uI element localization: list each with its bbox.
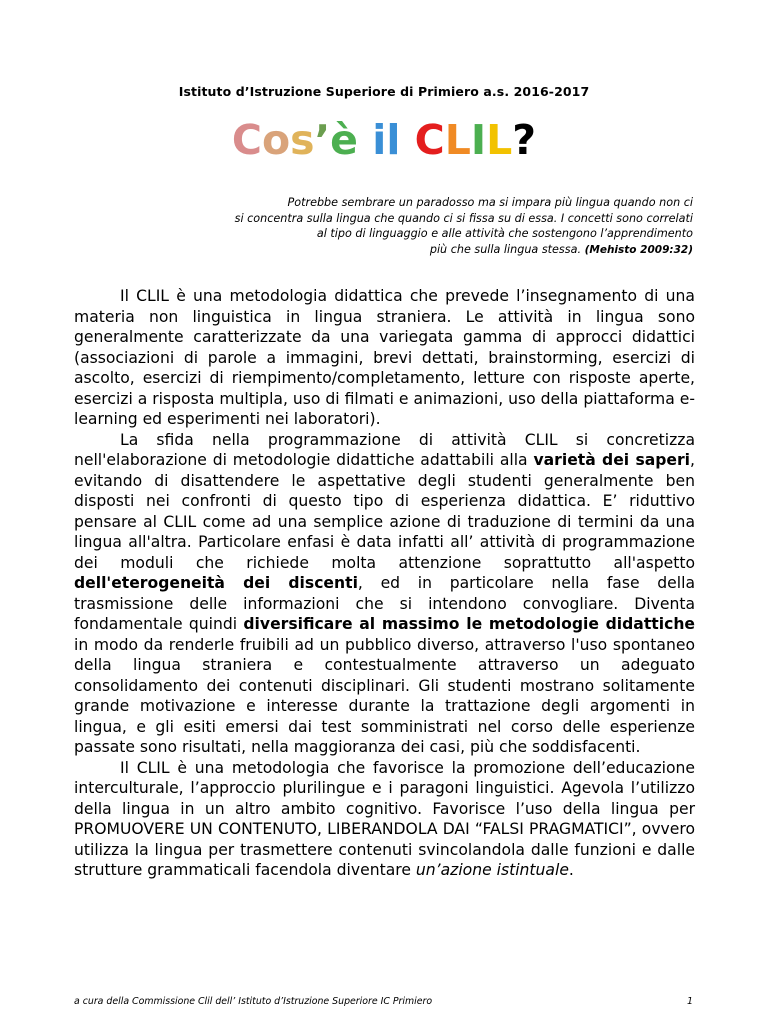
title-letter (400, 116, 414, 164)
title-letter: L (444, 116, 471, 164)
quote-line: Potrebbe sembrare un paradosso ma si impara più lingua quando non ci (287, 196, 693, 209)
quote-citation: (Mehisto 2009:32) (584, 243, 693, 256)
title-letter: o (262, 116, 291, 164)
title-letter: C (231, 116, 262, 164)
title-letter (358, 116, 372, 164)
paragraph-text: Il CLIL è una metodologia che favorisce la promozione dell’educazione interculturale, l’approccio plurilingue e i paragoni linguistici. Agevola l’utilizzo della lingua in un altro ambito cognitivo. Favorisce l’uso della lingua per PROMUOVERE UN CONTENUTO, LIBERANDOLA DAI “FALSI PRAGMATICI”, ovvero utilizza la lingua per trasmettere contenuti svincolandola dalle funzioni e dalle strutture grammaticali facendola diventare (74, 758, 695, 879)
bold-phrase: varietà dei saperi (533, 451, 691, 469)
title-letter: C (414, 116, 445, 164)
epigraph-quote (173, 195, 693, 258)
italic-phrase: un’azione istintuale (415, 861, 569, 879)
title-letter: l (386, 116, 401, 164)
paragraph-text: . (568, 861, 574, 879)
quote-line: al tipo di linguaggio e alle attività che sostengono l’apprendimento (316, 227, 693, 241)
page-title (0, 114, 768, 166)
paragraph-text: , evitando di disattendere le aspettative degli studenti generalmente ben disposti nei confronti di questo tipo di esperienza didattica. E’ riduttivo pensare al CLIL come ad una semplice azione di traduzione di termini da una lingua all'altra. Particolare enfasi è data infatti all’ attività di programmazione dei moduli che richiede molta attenzione soprattutto all'aspetto (74, 451, 695, 572)
page-number: 1 (687, 996, 693, 1007)
paragraph-3 (74, 758, 695, 881)
title-letter: L (486, 116, 513, 164)
title-letter: s (290, 116, 315, 164)
paragraph-text: , ed in particolare nella fase della trasmissione delle informazioni che si intendono convogliare. Diventa fondamentale quindi (74, 574, 696, 633)
title-letter: i (372, 116, 387, 164)
quote-line-text: più che sulla lingua stessa. (429, 242, 582, 256)
quote-line: si concentra sulla lingua che quando ci si fissa su di essa. I concetti sono correlati (234, 211, 693, 225)
quote-line (173, 242, 693, 259)
paragraph-text: in modo da renderle fruibili ad un pubblico diverso, attraverso l'uso spontaneo della lingua straniera e contestualmente attraverso un adeguato consolidamento dei contenuti disciplinari. Gli studenti mostrano solitamente grande motivazione e interesse durante la trattazione degli argomenti in lingua, e gli esiti emersi dai test somministrati nel corso delle esperienze passate sono risultati, nella maggioranza dei casi, più che soddisfacenti. (74, 635, 695, 756)
paragraph-1: Il CLIL è una metodologia didattica che prevede l’insegnamento di una materia non linguistica in lingua straniera. Le attività in lingua sono generalmente caratterizzate da una variegata gamma di approcci didattici (associazioni di parole a immagini, brevi dettati, brainstorming, esercizi di ascolto, esercizi di riempimento/completamento, letture con risposte aperte, esercizi a risposta multipla, uso di filmati e animazioni, uso della piattaforma e-learning ed esperimenti nei laboratori). (74, 287, 695, 428)
paragraph-2 (74, 430, 695, 758)
school-header: Istituto d’Istruzione Superiore di Primiero a.s. 2016-2017 (178, 84, 590, 99)
paragraph-text: La sfida nella programmazione di attività CLIL si concretizza nell'elaborazione di metodologie didattiche adattabili alla (74, 430, 695, 469)
title-letter: I (470, 116, 487, 164)
page-footer: a cura della Commissione Clil dell’ Istituto d’Istruzione Superiore IC Primiero (74, 996, 433, 1007)
body-text (74, 286, 695, 881)
bold-phrase: diversificare al massimo le metodologie didattiche (243, 615, 696, 633)
title-letter: è (330, 116, 358, 164)
title-letter: ? (512, 116, 537, 164)
bold-phrase: dell'eterogeneità dei discenti (74, 574, 358, 592)
title-letter: ’ (314, 116, 331, 164)
